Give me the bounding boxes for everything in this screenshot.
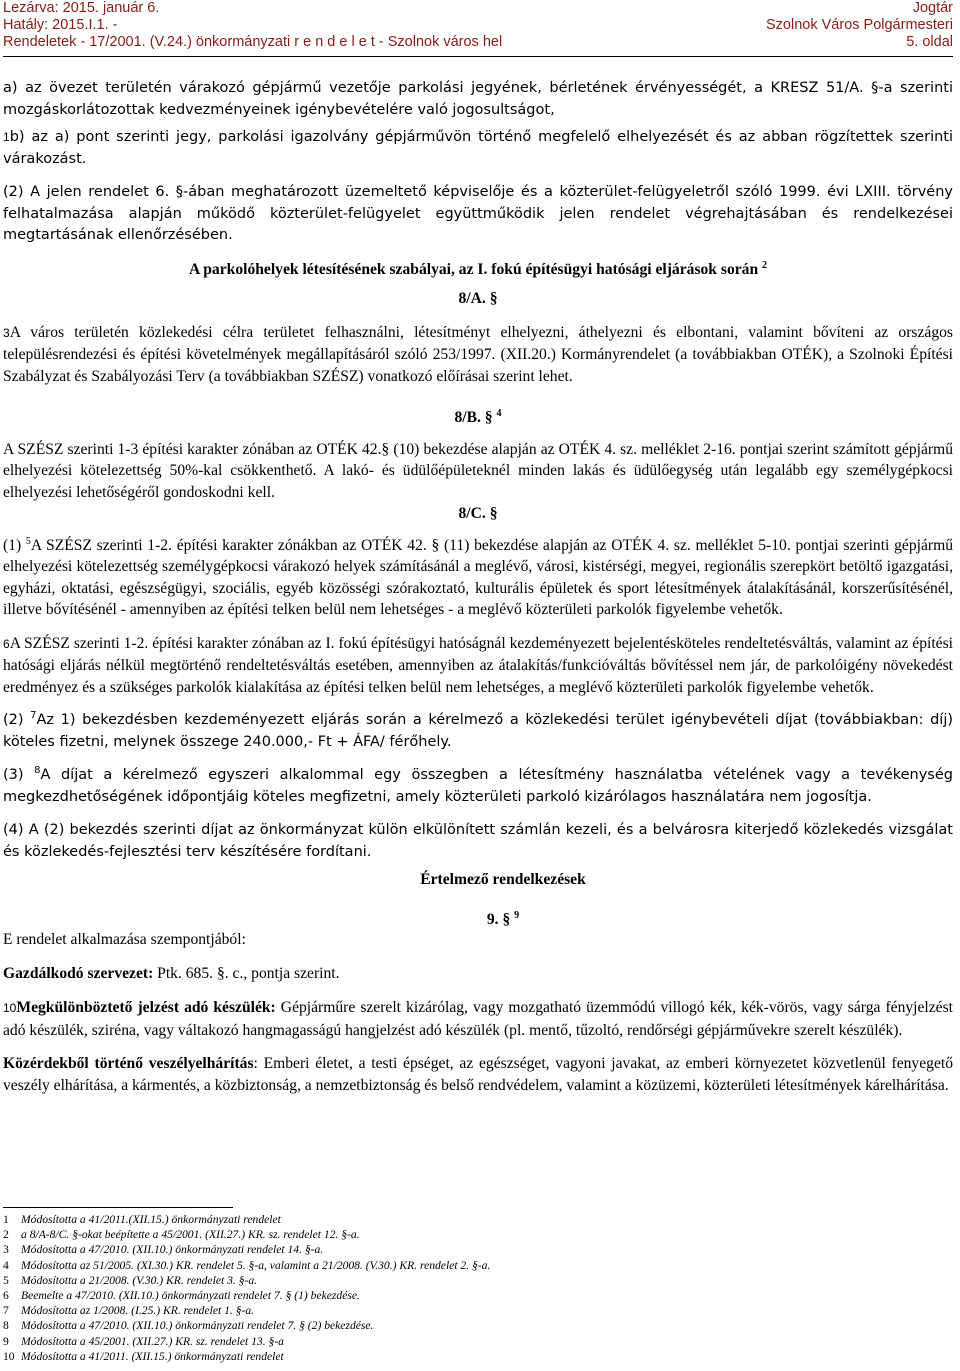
header-regulation-title: Rendeletek - 17/2001. (V.24.) önkormányzati r e n d e l e t - Szolnok város hel (3, 34, 503, 50)
paragraph-8b: A SZÉSZ szerinti 1-3 építési karakter zónában az OTÉK 42.§ (10) bekezdése alapján az OTÉK 4. sz. melléklet 2-16. pontjai szerint számított gépjármű elhelyezési kötelezettség 50%-kal csökkenthető. A lakó- és üdülőépületeknél minden lakás és üdülőegység után legalább egy személygépkocsi elhelyezési lehetőségéről gondoskodni kell. (3, 440, 953, 501)
section-8b-title: 8/B. § $^4$ (454, 407, 502, 426)
footnote-item: 1 Módosította a 41/2011.(XII.15.) önkormányzati rendelet (3, 1213, 281, 1226)
section-8a-title: 8/A. § (458, 290, 498, 307)
paragraph-8c-4: (4) A (2) bekezdés szerinti díjat az önkormányzat külön elkülönített számlán kezeli, és a belvárosra kiterjedő közlekedés vizsgálat és közlekedés-fejlesztési terv készítésére fordítani. (3, 822, 953, 860)
paragraph-warning-device: 10Megkülönböztető jelzést adó készülék: Gépjárműre szerelt kizárólag, vagy mozgatható üzemmódú villogó kék, kék-vörös, vagy sárga fényjelzést adó készülék, sziréna, vagy váltakozó hangmagasságú hangjelzést adó készülék (pl. mentő, tűzoltó, rendőrségi gépjárművekre szerelt készülék). (3, 999, 953, 1039)
section-8c-title: 8/C. § (458, 505, 498, 522)
footnote-item: 2 a 8/A-8/C. §-okat beépítette a 45/2001. (XII.27.) KR. sz. rendelet 12. §-a. (3, 1228, 360, 1242)
header-page-number: 5. oldal (906, 34, 953, 50)
paragraph-business-entity: Gazdálkodó szervezet: Ptk. 685. §. c., pontja szerint. (3, 965, 340, 982)
footnote-ref[interactable]: 1 (3, 130, 10, 144)
header-right (766, 0, 953, 51)
footnote-item: 8 Módosította a 47/2010. (XII.10.) önkormányzati rendelet 7. § (2) bekezdése. (3, 1319, 374, 1333)
section-heading-parking: A parkolóhelyek létesítésének szabályai, az I. fokú építésügyi hatósági eljárások során $^2$ (188, 259, 768, 278)
definitions-heading-block (383, 869, 623, 930)
footnote-item: 3 Módosította a 47/2010. (XII.10.) önkormányzati rendelet 14. §-a. (3, 1243, 324, 1257)
footnote-ref[interactable]: 7 (30, 710, 37, 722)
paragraph-8c-3: (3) $^8$A díjat a kérelmező egyszeri alkalommal egy összegben a létesítmény használatba vételének vagy a tevékenység megkezdhetőségének időpontjáig köteles megfizetni, amely közterületi parkoló kizárólagos használatára nem jogosítja. (3, 765, 953, 805)
header-publisher: Jogtár (912, 0, 953, 16)
footnote-ref[interactable]: 4 (496, 407, 502, 419)
footnote-item: 10 Módosította a 41/2011. (XII.15.) önkormányzati rendelet (3, 1349, 284, 1363)
footnote-ref[interactable]: 5 (25, 535, 31, 547)
page-header (3, 0, 953, 52)
paragraph-8c-6: 6A SZÉSZ szerinti 1-2. építési karakter zónában az I. fokú építésügyi hatóságnál kezdeményezett bejelentésköteles rendeltetésváltás, valamint az építési hatósági eljárás nélkül megtörténő rendeltetésváltás esetében, amennyiben az átalakítás/funkcióváltás bővítéssel nem jár, de parkolóigény növekedést eredményez és a szükséges parkolók kialakítása az építési telken belül nem lehetséges, a meglévő közterületi parkolók figyelembe vehetők. (3, 634, 953, 696)
footnote-item: 4 Módosította az 51/2005. (XI.30.) KR. rendelet 5. §-a, valamint a 21/2008. (V.30.) KR. rendelet 2. §-a. (3, 1258, 491, 1272)
footnote-ref[interactable]: 8 (34, 765, 41, 777)
document-body (3, 78, 953, 1096)
footnote-item: 6 Beemelte a 47/2010. (XII.10.) önkormányzati rendelet 7. § (1) bekezdése. (3, 1289, 360, 1303)
paragraph-8c-1: (1) $^5$A SZÉSZ szerinti 1-2. építési karakter zónákban az OTÉK 42. § (11) bekezdése alapján az OTÉK 4. sz. melléklet 5-10. pontjai szerinti gépjármű elhelyezési kötelezettség személygépkocsi várakozó helyek számításánál a meglévő, városi, kistérségi, megyei, regionális szerepkört betöltő igazgatási, egyházi, oktatási, egészségügyi, szociális, egyéb közösségi szórakoztató, kulturális épületek és sport létesítmények átalakításánál, korszerűsítésénél, illetve bővítésénél - amennyiben az építési telken belül nem lehetséges - a meglévő közterületi parkolók figyelembe vehetők. (3, 535, 953, 618)
header-divider (3, 56, 953, 57)
header-office: Szolnok Város Polgármesteri (766, 17, 953, 33)
paragraph-scope: E rendelet alkalmazása szempontjából: (3, 931, 246, 948)
paragraph-2: (2) A jelen rendelet 6. §-ában meghatározott üzemeltető képviselője és a közterület-felügyeletről szóló 1999. évi LXIII. törvény felhatalmazása alapján működő közterület-felügyelet együttműködik jelen rendelet végrehajtásában és rendelkezései megtartásának ellenőrzésében. (3, 184, 953, 243)
paragraph-public-hazard: Közérdekből történő veszélyelhárítás: Emberi életet, a testi épséget, az egészséget, vagyoni javakat, az emberi környezetet közvetlenül fenyegető veszély elhárítása, a kármentés, a közbiztonság, a nemzetbiztonság és belső rendvédelem, valamint a közüzemi, közterületi létesítmények kárelhárítása. (3, 1055, 953, 1094)
paragraph-b: 1b) az a) pont szerinti jegy, parkolási igazolvány gépjárművön történő megfelelő elhelyezését és az abban rögzítettek szerinti várakozást. (3, 129, 953, 167)
paragraph-8a: 3A város területén közlekedési célra területet felhasználni, létesítményt elhelyezni, áthelyezni és elbontani, valamint bővíteni az országos településrendezési és építési követelmények megállapításáról szóló 253/1997. (XII.20.) Kormányrendelet (a továbbiakban OTÉK), a Szolnoki Építési Szabályzat és Szabályozási Terv (a továbbiakban SZÉSZ) vonatkozó előírásai szerint lehet. (3, 323, 953, 385)
footnote-ref[interactable]: 2 (762, 259, 768, 271)
definitions-block (3, 869, 953, 982)
footnote-divider (3, 1207, 233, 1208)
footnote-ref[interactable]: 9 (514, 909, 520, 921)
header-left (3, 0, 502, 51)
paragraph-a: a) az övezet területén várakozó gépjármű vezetője parkolási jegyének, bérletének érvényességét, a KRESZ 51/A. §-a szerinti mozgáskorlátozottak kedvezményeinek igénybevételére való jogosultságot, (3, 80, 953, 118)
footnote-item: 9 Módosította a 45/2001. (XII.27.) KR. sz. rendelet 13. §-a (3, 1334, 284, 1348)
section-heading-definitions: Értelmező rendelkezések (420, 871, 586, 888)
paragraph-8c-2: (2) $^7$Az 1) bekezdésben kezdeményezett eljárás során a kérelmező a közlekedési terület igénybevételi díjat (továbbiakban: díj) köteles fizetni, melynek összege 240.000,- Ft + ÁFA/ férőhely. (3, 710, 954, 750)
header-effective-date: Hatály: 2015.I.1. - (3, 17, 118, 33)
footnote-ref[interactable]: 6 (3, 636, 10, 651)
footnotes (3, 1212, 953, 1364)
header-closed-date: Lezárva: 2015. január 6. (3, 0, 160, 16)
footnote-item: 5 Módosította a 21/2008. (V.30.) KR. rendelet 3. §-a. (3, 1273, 258, 1287)
footnote-ref[interactable]: 10 (3, 1001, 17, 1015)
footnote-item: 7 Módosította az 1/2008. (I.25.) KR. rendelet 1. §-a. (3, 1304, 255, 1318)
footnote-ref[interactable]: 3 (3, 325, 10, 340)
section-9-title: 9. § $^9$ (486, 909, 520, 928)
